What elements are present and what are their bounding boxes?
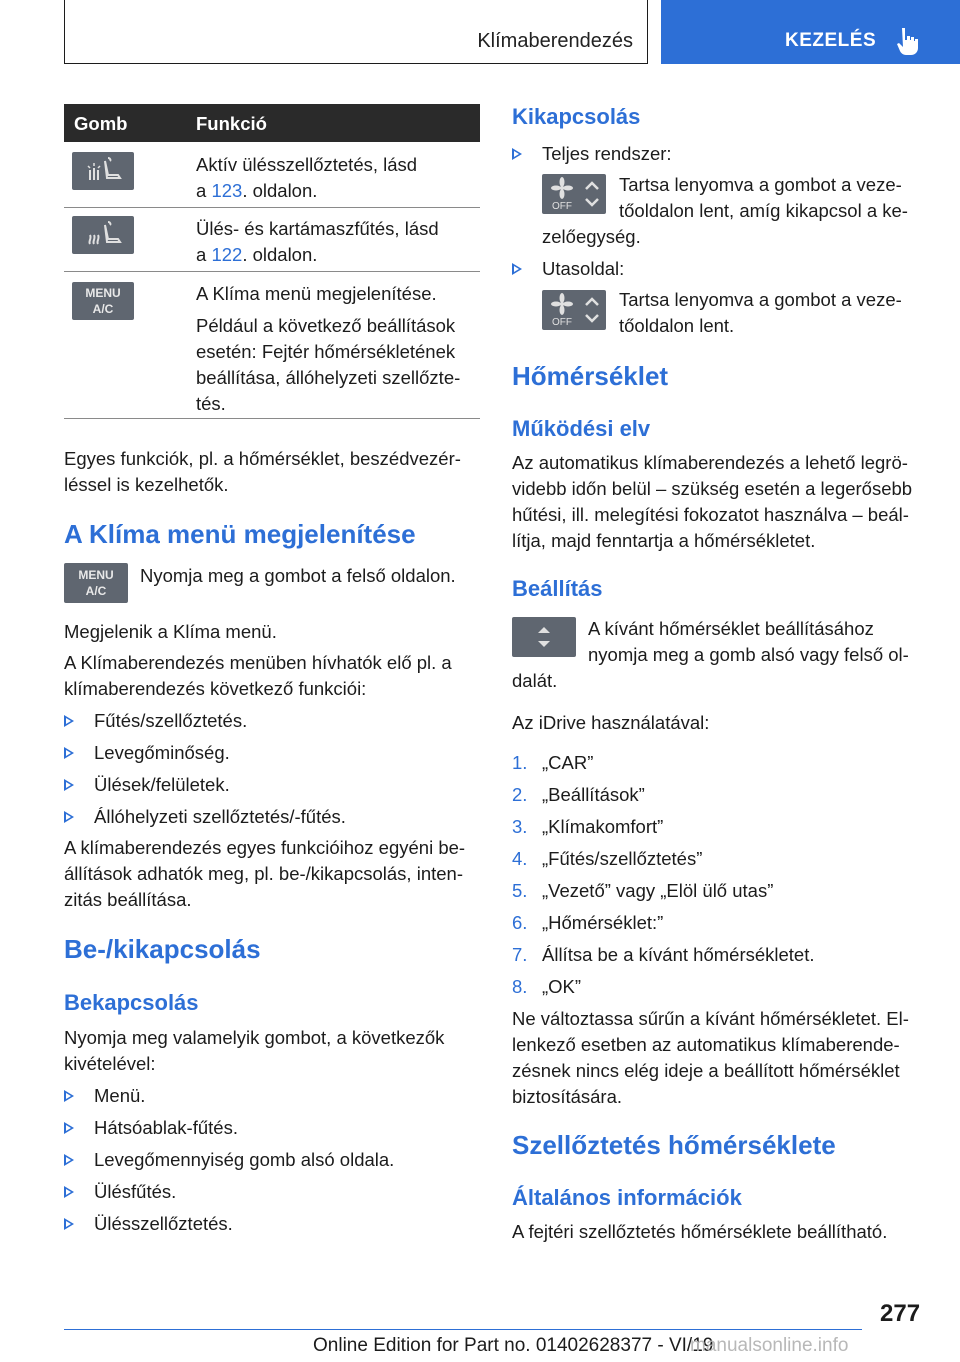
bullet-triangle-icon [64, 1186, 74, 1198]
seat-heating-button [72, 216, 134, 254]
bullet-triangle-icon [64, 1154, 74, 1166]
sec2-p-line2: kivételével: [64, 1053, 156, 1074]
bullet-triangle-icon [64, 779, 74, 791]
row1-text1: Aktív ülésszellőztetés, lásd [196, 154, 418, 175]
hand-pointer-icon [897, 27, 921, 55]
bullet-triangle-icon [64, 1090, 74, 1102]
bullet-triangle-icon [64, 747, 74, 759]
heading-homerseklet: Hőmérséklet [512, 361, 669, 391]
seat-heating-icon [72, 216, 134, 254]
sec1-p1: Megjelenik a Klíma menü. [64, 621, 277, 642]
seat-ventilation-button [72, 152, 134, 190]
page-number: 277 [880, 1300, 921, 1327]
subheading-kikapcsolas: Kikapcsolás [512, 104, 641, 129]
bullet-triangle-icon [64, 1122, 74, 1134]
kik-b1-text1: Tartsa lenyomva a gombot a veze- [619, 174, 902, 195]
menu-ac-button [64, 563, 128, 603]
menu-ac-label-bottom: A/C [92, 302, 114, 316]
footer-watermark: manualsonline.info [690, 1335, 849, 1356]
temperature-up-down-button [512, 617, 576, 657]
heading-klima-menu: A Klíma menü megjelenítése [64, 519, 416, 549]
sec2-p-line1: Nyomja meg valamelyik gombot, a következők [64, 1027, 445, 1048]
kik-b1-text2: tőoldalon lent, amíg kikapcsol a ke- [619, 200, 908, 221]
section-title: Klímaberendezés [477, 30, 633, 52]
row2-text2: a 122. oldalon. [196, 244, 318, 265]
mk-line4: lítja, majd fenntartja a hőmérsékletet. [512, 530, 816, 551]
fan-off-button [542, 174, 606, 214]
heading-be-kikapcsolas: Be-/kikapcsolás [64, 934, 261, 964]
chapter-label: KEZELÉS [785, 30, 877, 51]
be-text3: dalát. [512, 670, 558, 691]
sec1-instruction: Nyomja meg a gombot a felső oldalon. [140, 565, 456, 586]
warn-line3: zésnek nincs elég ideje a beállított hőmérséklet [512, 1060, 900, 1081]
seat-ventilation-icon [72, 152, 134, 190]
subheading-beallitas: Beállítás [512, 576, 603, 601]
row1-text2: a 123. oldalon. [196, 180, 318, 201]
bullet-triangle-icon [64, 715, 74, 727]
footer-edition: Online Edition for Part no. 01402628377 - VI/19 [313, 1335, 714, 1356]
row2-text1: Ülés- és kartámaszfűtés, lásd [196, 218, 439, 239]
row3-line4: beállítása, állóhelyzeti szellőzte- [196, 367, 461, 388]
intro-line1: Egyes funkciók, pl. a hőmérséklet, beszédvezér- [64, 448, 461, 469]
subheading-mukodesi-elv: Működési elv [512, 416, 651, 441]
footer-divider [64, 1329, 862, 1330]
bullet-triangle-icon [512, 148, 522, 160]
sec1-p2-line2: klímaberendezés következő funkciói: [64, 678, 367, 699]
table-header-gomb: Gomb [74, 113, 128, 134]
intro-line2: léssel is kezelhetők. [64, 474, 229, 495]
row2-page-link[interactable]: 122 [211, 244, 243, 265]
heading-szelloztetes: Szellőztetés hőmérséklete [512, 1130, 836, 1160]
row3-line5: tés. [196, 393, 226, 414]
row1-page-link[interactable]: 123 [211, 180, 243, 201]
warn-line2: lenkező esetben az automatikus klímaberende- [512, 1034, 900, 1055]
fan-icon [542, 290, 606, 330]
mk-line3: hűtési, ill. melegítési fokozatot használva – beál- [512, 504, 909, 525]
row3-line1: A Klíma menü megjelenítése. [196, 283, 437, 304]
menu-ac-button [72, 282, 134, 320]
fan-off-label: OFF [552, 317, 572, 328]
subheading-altalanos: Általános információk [512, 1185, 742, 1210]
mk-line1: Az automatikus klímaberendezés a lehető legrö- [512, 452, 908, 473]
table-divider [64, 271, 480, 272]
table-divider [64, 207, 480, 208]
bullet-triangle-icon [512, 263, 522, 275]
sec1-p3-line3: zitás beállítása. [64, 889, 192, 910]
mk-line2: videbb időn belül – szükség esetén a legerősebb [512, 478, 913, 499]
bullet-triangle-icon [64, 1218, 74, 1230]
idrive-intro: Az iDrive használatával: [512, 712, 710, 733]
kik-b2-text1: Tartsa lenyomva a gombot a veze- [619, 289, 902, 310]
warn-line4: biztosítására. [512, 1086, 623, 1107]
row3-line3: esetén: Fejtér hőmérsékletének [196, 341, 456, 362]
table-header [64, 104, 480, 142]
bullet-triangle-icon [64, 811, 74, 823]
fan-off-label: OFF [552, 201, 572, 212]
menu-ac-label-bottom: A/C [85, 584, 107, 598]
kik-b1-text3: zelőegység. [542, 226, 641, 247]
sec1-p3-line1: A klímaberendezés egyes funkcióihoz egyéni be- [64, 837, 466, 858]
warn-line1: Ne változtassa sűrűn a kívánt hőmérsékletet. El- [512, 1008, 909, 1029]
table-header-funkcio: Funkció [196, 113, 267, 134]
sec1-p2-line1: A Klímaberendezés menüben hívhatók elő pl. a [64, 652, 452, 673]
alt-text: A fejtéri szellőztetés hőmérséklete beállítható. [512, 1221, 888, 1242]
menu-ac-label-top: MENU [85, 286, 121, 300]
header-left-box [64, 0, 648, 64]
be-text2: nyomja meg a gomb alsó vagy felső ol- [588, 644, 909, 665]
table-divider [64, 418, 480, 419]
header-chapter-tab [661, 0, 960, 64]
up-down-arrows-icon [512, 617, 576, 657]
fan-icon [542, 174, 606, 214]
be-text1: A kívánt hőmérséklet beállításához [588, 618, 874, 639]
sec1-p3-line2: állítások adhatók meg, pl. be-/kikapcsolás, inten- [64, 863, 463, 884]
subheading-bekapcsolas: Bekapcsolás [64, 990, 199, 1015]
row3-line2: Például a következő beállítások [196, 315, 456, 336]
kik-b2-text2: tőoldalon lent. [619, 315, 735, 336]
menu-ac-label-top: MENU [78, 568, 114, 582]
fan-off-button [542, 290, 606, 330]
